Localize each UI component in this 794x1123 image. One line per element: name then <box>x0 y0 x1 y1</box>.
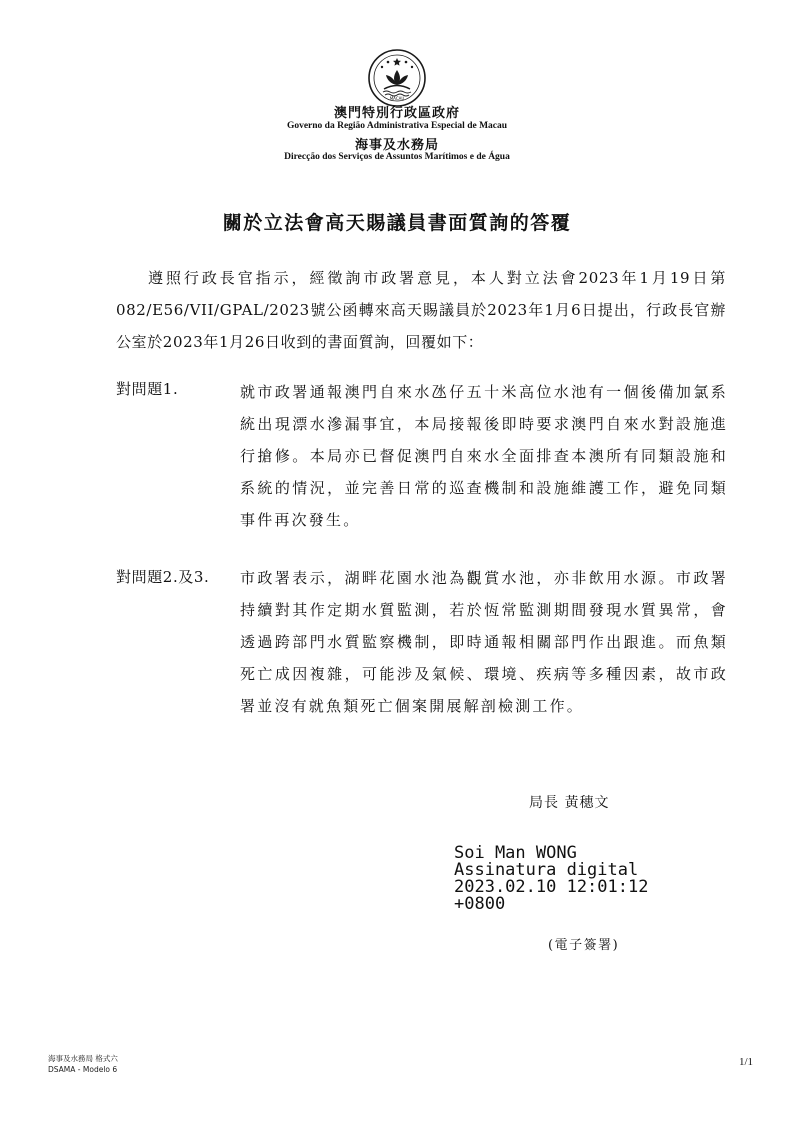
signature-timezone: +0800 <box>454 894 506 914</box>
department-name-pt: Direcção dos Serviços de Assuntos Marítimos e de Água <box>284 152 510 162</box>
form-footer <box>48 1053 118 1075</box>
government-name-zh: 澳門特別行政區政府 <box>333 106 460 121</box>
digital-signature-block <box>454 845 648 913</box>
government-name-pt: Governo da Região Administrativa Especial de Macau <box>286 121 508 131</box>
footer-form-zh: 海事及水務局 格式六 <box>48 1054 118 1063</box>
answer-1-label: 對問題1. <box>116 380 179 398</box>
page-number: 1/1 <box>739 1056 754 1068</box>
answer-2-label: 對問題2.及3. <box>116 568 210 586</box>
answer-1-text: 就市政署通報澳門自來水氹仔五十米高位水池有一個後備加氯系統出現漂水滲漏事宜，本局接報後即時要求澳門自來水對設施進行搶修。本局亦已督促澳門自來水全面排查本澳所有同類設施和系統的情況，並完善日常的巡查機制和設施維護工作，避免同類事件再次發生。 <box>240 383 728 529</box>
signature-datetime: 2023.02.10 12:01:12 <box>454 877 649 897</box>
answer-2-text: 市政署表示，湖畔花園水池為觀賞水池，亦非飲用水源。市政署持續對其作定期水質監測，若於恆常監測期間發現水質異常，會透過跨部門水質監察機制，即時通報相關部門作出跟進。而魚類死亡成因複雜，可能涉及氣候、環境、疾病等多種因素，故市政署並沒有就魚類死亡個案開展解剖檢測工作。 <box>240 569 728 715</box>
emblem-text: MACAU <box>389 96 405 101</box>
intro-paragraph: 遵照行政長官指示，經徵詢市政署意見，本人對立法會2023年1月19日第082/E56/VII/GPAL/2023號公函轉來高天賜議員於2023年1月6日提出，行政長官辦公室於2023年1月26日收到的書面質詢，回覆如下： <box>116 269 726 351</box>
signature-label: Assinatura digital <box>454 860 639 880</box>
document-title: 關於立法會高天賜議員書面質詢的答覆 <box>222 212 572 234</box>
signer-title-name: 局長 黃穗文 <box>529 795 610 811</box>
macau-sar-emblem-icon <box>364 48 430 108</box>
department-name-zh: 海事及水務局 <box>354 138 439 153</box>
footer-form-pt: DSAMA - Modelo 6 <box>48 1065 118 1074</box>
signature-name: Soi Man WONG <box>454 843 577 863</box>
electronic-signature-note: (電子簽署) <box>548 938 620 953</box>
